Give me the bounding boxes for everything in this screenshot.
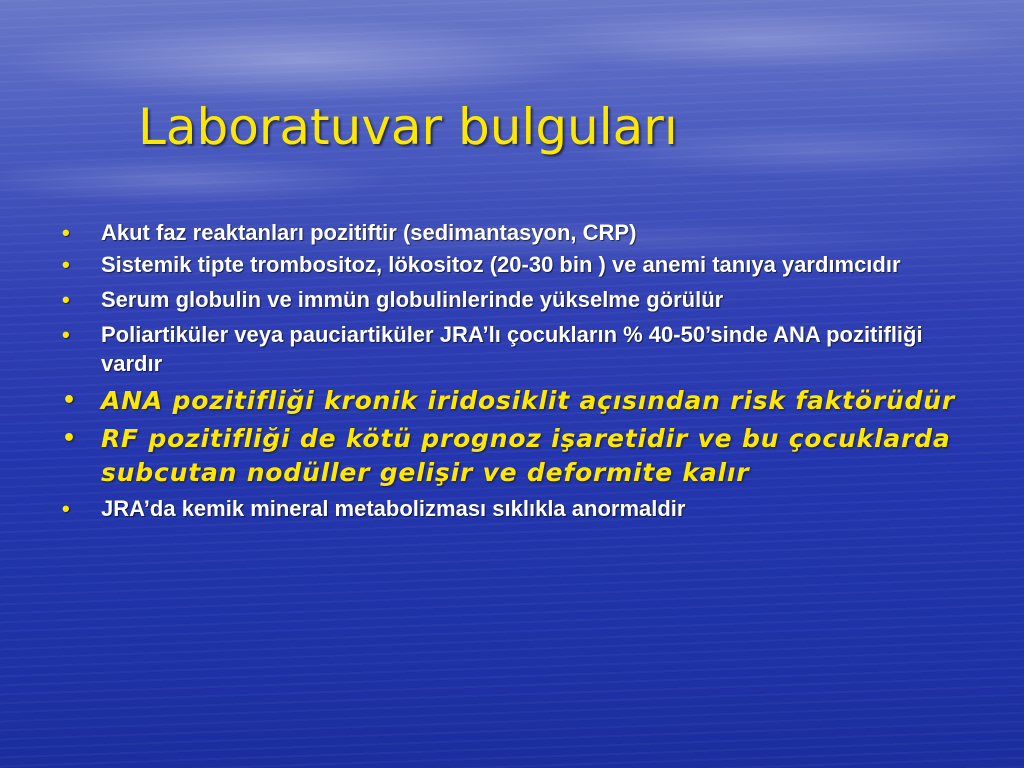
bullet-marker: • — [62, 252, 70, 277]
bullet-marker: • — [62, 220, 70, 245]
bullet-marker: • — [62, 388, 77, 413]
bullet-marker: • — [62, 426, 77, 451]
bullet-marker: • — [62, 496, 70, 521]
bullet-text: Serum globulin ve immün globulinlerinde yükselme görülür — [101, 287, 724, 312]
bullet-item-ana-risk — [60, 384, 960, 418]
bullet-item-ana-percentage — [60, 320, 960, 378]
bullet-item-bone-mineral — [60, 494, 960, 523]
bullet-item-systemic — [60, 250, 960, 279]
bullet-item-rf-prognosis — [60, 422, 960, 490]
bullet-marker: • — [62, 287, 70, 312]
slide-title: Laboratuvar bulguları — [138, 98, 678, 156]
bullet-text: RF pozitifliği de kötü prognoz işaretidir ve bu çocuklarda subcutan nodüller gelişir ve deformite kalır — [101, 424, 951, 487]
bullet-text: Akut faz reaktanları pozitiftir (sedimantasyon, CRP) — [101, 220, 637, 245]
bullet-item-acute-phase — [60, 218, 960, 247]
bullet-text: Poliartiküler veya pauciartiküler JRA’lı çocukların % 40-50’sinde ANA pozitifliği vardır — [101, 322, 923, 376]
bullet-list — [60, 218, 960, 529]
bullet-text: ANA pozitifliği kronik iridosiklit açısından risk faktörüdür — [101, 386, 955, 415]
bullet-text: JRA’da kemik mineral metabolizması sıklıkla anormaldir — [101, 496, 686, 521]
bullet-marker: • — [62, 322, 70, 347]
bullet-item-globulin — [60, 285, 960, 314]
bullet-text: Sistemik tipte trombositoz, lökositoz (20-30 bin ) ve anemi tanıya yardımcıdır — [101, 252, 901, 277]
